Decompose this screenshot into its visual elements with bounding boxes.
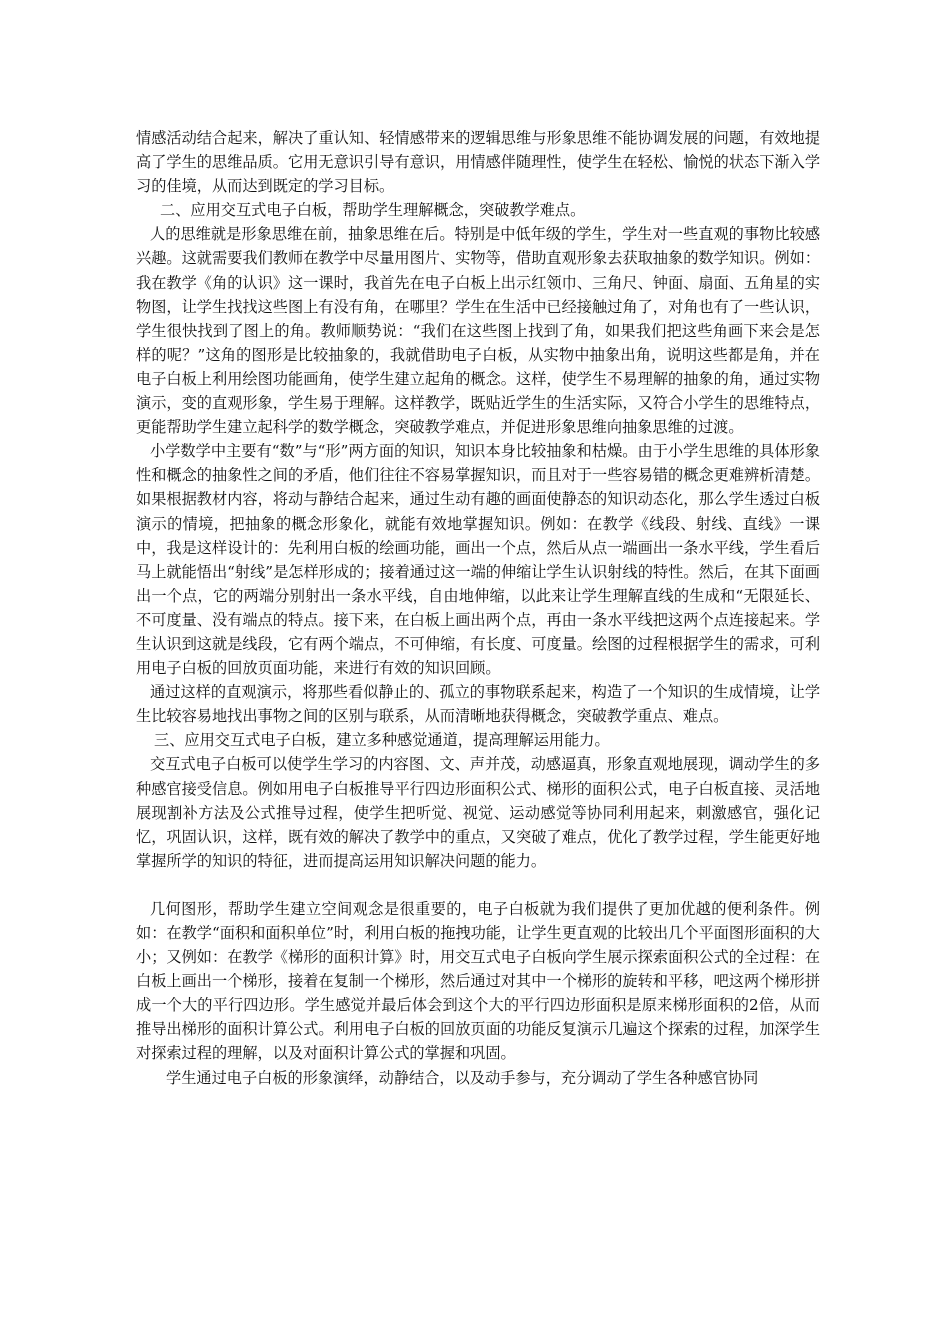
document-body bbox=[136, 126, 820, 1090]
section-heading-3: 三、应用交互式电子白板，建立多种感觉通道，提高理解运用能力。 bbox=[154, 731, 610, 750]
paragraph-visual-demo: 通过这样的直观演示，将那些看似静止的、孤立的事物联系起来，构造了一个知识的生成情境，让学生比较容易地找出事物之间的区别与联系，从而清晰地获得概念，突破教学重点、难点。 bbox=[136, 683, 820, 726]
paragraph-geometry: 几何图形，帮助学生建立空间观念是很重要的，电子白板就为我们提供了更加优越的便利条件。例如：在教学“面积和面积单位”时，利用白板的拖拽功能，让学生更直观的比较出几个平面图形面积的大小；又例如：在教学《梯形的面积计算》时，用交互式电子白板向学生展示探索面积公式的全过程：在白板上画出一个梯形，接着在复制一个梯形，然后通过对其中一个梯形的旋转和平移，吧这两个梯形拼成一个大的平行四边形。学生感觉并最后体会到这个大的平行四边形面积是原来梯形面积的2倍，从而推导出梯形的面积计算公式。利用电子白板的回放页面的功能反复演示几遍这个探索的过程，加深学生对探索过程的理解，以及对面积计算公式的掌握和巩固。 bbox=[136, 899, 820, 1063]
paragraph-abstract-thinking: 人的思维就是形象思维在前，抽象思维在后。特别是中低年级的学生，学生对一些直观的事物比较感兴趣。这就需要我们教师在教学中尽量用图片、实物等，借助直观形象去获取抽象的数学知识。例如：我在教学《角的认识》这一课时，我首先在电子白板上出示红领巾、三角尺、钟面、扇面、五角星的实物图，让学生找找这些图上有没有角，在哪里？学生在生活中已经接触过角了，对角也有了一些认识，学生很快找到了图上的角。教师顺势说：“我们在这些图上找到了角，如果我们把这些角画下来会是怎样的呢？”这角的图形是比较抽象的，我就借助电子白板，从实物中抽象出角，说明这些都是角，并在电子白板上利用绘图功能画角，使学生建立起角的概念。这样，使学生不易理解的抽象的角，通过实物演示，变的直观形象，学生易于理解。这样教学，既贴近学生的生活实际，又符合小学生的思维特点，更能帮助学生建立起科学的数学概念，突破教学难点，并促进形象思维向抽象思维的过渡。 bbox=[136, 225, 820, 437]
paragraph-gap bbox=[136, 873, 820, 897]
paragraph-multisensory: 交互式电子白板可以使学生学习的内容图、文、声并茂，动感逼真，形象直观地展现，调动学生的多种感官接受信息。例如用电子白板推导平行四边形面积公式、梯形的面积公式，电子白板直接、灵活地展现割补方法及公式推导过程，使学生把听觉、视觉、运动感觉等协同利用起来，刺激感官，强化记忆，巩固认识，这样，既有效的解决了教学中的重点，又突破了难点，优化了教学过程，学生能更好地掌握所学的知识的特征，进而提高运用知识解决问题的能力。 bbox=[136, 755, 820, 870]
section-heading-2: 二、应用交互式电子白板，帮助学生理解概念，突破教学难点。 bbox=[160, 201, 586, 220]
paragraph-number-shape: 小学数学中主要有“数”与“形”两方面的知识，知识本身比较抽象和枯燥。由于小学生思维的具体形象性和概念的抽象性之间的矛盾，他们往往不容易掌握知识，而且对于一些容易错的概念更难辨析清楚。如果根据教材内容，将动与静结合起来，通过生动有趣的画面使静态的知识动态化，那么学生透过白板演示的情境，把抽象的概念形象化，就能有效地掌握知识。例如：在教学《线段、射线、直线》一课中，我是这样设计的：先利用白板的绘画功能，画出一个点，然后从点一端画出一条水平线，学生看后马上就能悟出“射线”是怎样形成的；接着通过这一端的伸缩让学生认识射线的特性。然后，在其下面画出一个点，它的两端分别射出一条水平线，自由地伸缩，以此来让学生理解直线的生成和“无限延长、不可度量、没有端点的特点。接下来，在白板上画出两个点，再由一条水平线把这两个点连接起来。学生认识到这就是线段，它有两个端点，不可伸缩，有长度、可度量。绘图的过程根据学生的需求，可利用电子白板的回放页面功能，来进行有效的知识回顾。 bbox=[136, 442, 820, 678]
paragraph-continuation: 情感活动结合起来，解决了重认知、轻情感带来的逻辑思维与形象思维不能协调发展的问题，有效地提高了学生的思维品质。它用无意识引导有意识，用情感伴随理性，使学生在轻松、愉悦的状态下渐入学习的佳境，从而达到既定的学习目标。 bbox=[136, 129, 820, 196]
paragraph-closing: 学生通过电子白板的形象演绎，动静结合，以及动手参与，充分调动了学生各种感官协同 bbox=[166, 1068, 759, 1087]
